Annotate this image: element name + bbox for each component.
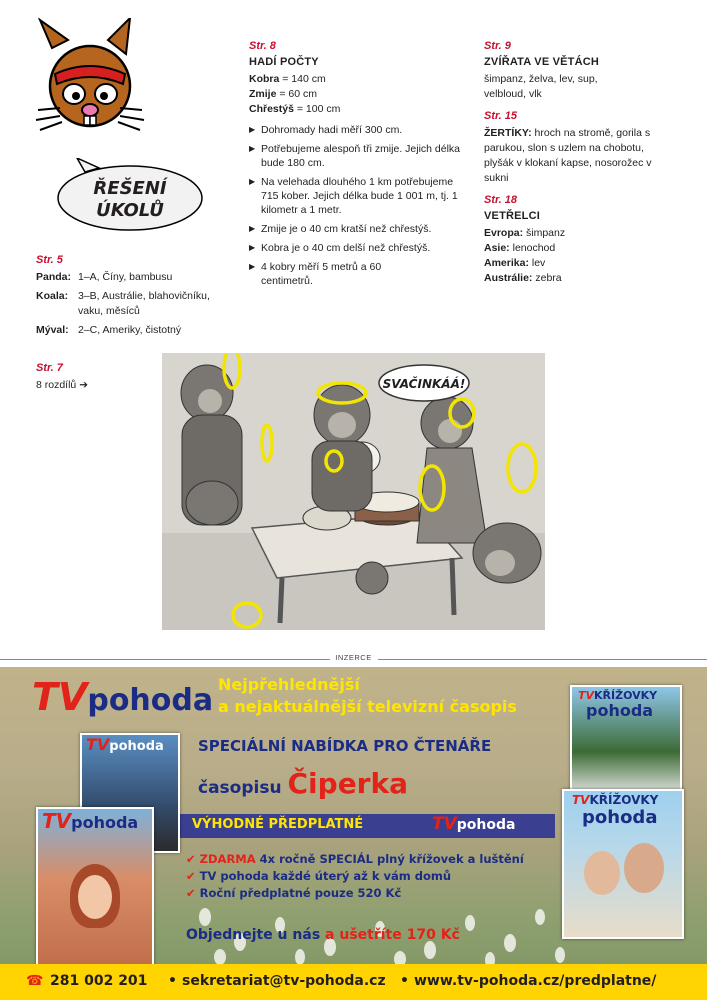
tv-pohoda-advertisement[interactable] [0, 667, 707, 1000]
str8-bullet: ▶ Potřebujeme alespoň tři zmije. Jejich délka bude 180 cm. [249, 143, 461, 169]
str9-heading: ZVÍŘATA VE VĚTÁCH [484, 56, 600, 68]
str18-row: Asie: lenochod [484, 242, 556, 254]
phone-icon: ☎ [26, 973, 44, 989]
str18-heading: VETŘELCI [484, 210, 540, 222]
squirrel-mascot-illustration [30, 18, 150, 148]
str18-row: Evropa: šimpanz [484, 227, 566, 239]
str8-bullet: ▶ Dohromady hadi měří 300 cm. [249, 124, 403, 136]
checkmark-icon: ✔ [186, 852, 196, 866]
str8-bullet: ▶ Na velehada dlouhého 1 km potřebujeme 715 kober. Jejich délka bude 1 001 m, tj. 1 kilometr a 1 metr. [249, 176, 458, 216]
magazine-cover-image: TVpohoda [80, 733, 180, 853]
triangle-bullet-icon: ▶ [249, 224, 256, 233]
ciperka-brand: Čiperka [287, 767, 409, 800]
illustration-speech-text: SVAČINKÁÁ! [382, 377, 466, 391]
str7-text: 8 rozdílů ➔ [36, 379, 88, 391]
str5-row-panda: Panda: 1–A, Číny, bambusu [36, 271, 173, 283]
bubble-line-2: ÚKOLŮ [96, 200, 164, 221]
str15-title: Str. 15 [484, 110, 518, 122]
str15-text: ŽERTÍKY: hroch na stromě, gorila s parukou, slon s uzlem na chobotu, plyšák v klokaní kapse, nosorožec v sukni [484, 127, 652, 184]
str8-value-chrestys: Chřestýš = 100 cm [249, 103, 341, 115]
ad-offer-line-2: časopisu Čiperka [198, 767, 409, 800]
str5-row-myval: Mýval: 2–C, Ameriky, čistotný [36, 324, 182, 336]
ad-headline-2: a nejaktuálnější televizní časopis [218, 697, 517, 716]
separator-dot: • [168, 973, 177, 989]
web-link[interactable]: www.tv-pohoda.cz/predplatne/ [414, 973, 657, 989]
str5-title: Str. 5 [36, 254, 63, 266]
str8-value-kobra: Kobra = 140 cm [249, 73, 326, 85]
str8-bullet: ▶ Kobra je o 40 cm delší než chřestýš. [249, 242, 431, 254]
benefit-item: ✔ Roční předplatné pouze 520 Kč [186, 886, 402, 900]
str18-title: Str. 18 [484, 194, 518, 206]
benefit-item: ✔ TV pohoda každé úterý až k vám domů [186, 869, 452, 883]
magazine-cover-image: TVpohoda [36, 807, 154, 967]
benefit-item: ✔ ZDARMA 4x ročně SPECIÁL plný křížovek a luštění [186, 852, 524, 866]
checkmark-icon: ✔ [186, 886, 196, 900]
benefits-list [186, 852, 524, 900]
triangle-bullet-icon: ▶ [249, 144, 256, 153]
phone-number[interactable]: 281 002 201 [50, 973, 148, 989]
str8-heading: HADÍ POČTY [249, 56, 319, 68]
ad-offer-line-1: SPECIÁLNÍ NABÍDKA PRO ČTENÁŘE [198, 737, 492, 755]
chimpanzee-party-illustration [162, 353, 545, 630]
separator-dot: • [400, 973, 409, 989]
str18-row: Amerika: lev [484, 257, 546, 269]
str8-title: Str. 8 [249, 40, 276, 52]
triangle-bullet-icon: ▶ [249, 243, 256, 252]
answers-middle-column [249, 40, 469, 293]
checkmark-icon: ✔ [186, 869, 196, 883]
triangle-bullet-icon: ▶ [249, 262, 256, 271]
krizovky-cover-image: TVKŘÍŽOVKY pohoda [570, 685, 682, 797]
str9-text: šimpanz, želva, lev, sup, velbloud, vlk [484, 73, 598, 100]
tv-pohoda-logo: TVpohoda [32, 675, 214, 719]
triangle-bullet-icon: ▶ [249, 125, 256, 134]
inzerce-label: INZERCE [335, 653, 372, 662]
speech-bubble [55, 158, 205, 232]
str8-value-zmije: Zmije = 60 cm [249, 88, 317, 100]
order-call-to-action[interactable]: Objednejte u nás a ušetříte 170 Kč [186, 927, 460, 943]
str18-row: Austrálie: zebra [484, 272, 562, 284]
email-link[interactable]: sekretariat@tv-pohoda.cz [182, 973, 386, 989]
triangle-bullet-icon: ▶ [249, 177, 256, 186]
krizovky-cover-image: TVKŘÍŽOVKY pohoda [562, 789, 684, 939]
advertisement-divider [0, 652, 707, 666]
contact-footer-bar [0, 964, 707, 1000]
str8-bullet: ▶ Zmije je o 40 cm kratší než chřestýš. [249, 223, 432, 235]
ad-headline-1: Nejpřehlednější [218, 675, 360, 694]
subscription-band: VÝHODNÉ PŘEDPLATNÉ TVpohoda [170, 814, 555, 838]
bubble-line-1: ŘEŠENÍ [93, 178, 167, 199]
str5-row-koala: Koala: 3–B, Austrálie, blahovičníku, vaku, měsíců [36, 290, 210, 317]
answers-right-column [484, 40, 684, 294]
str8-bullet: ▶ 4 kobry měří 5 metrů a 60 centimetrů. [249, 261, 382, 287]
tv-pohoda-small-logo: TVpohoda [432, 814, 516, 834]
str9-title: Str. 9 [484, 40, 511, 52]
str7-title: Str. 7 [36, 362, 63, 374]
